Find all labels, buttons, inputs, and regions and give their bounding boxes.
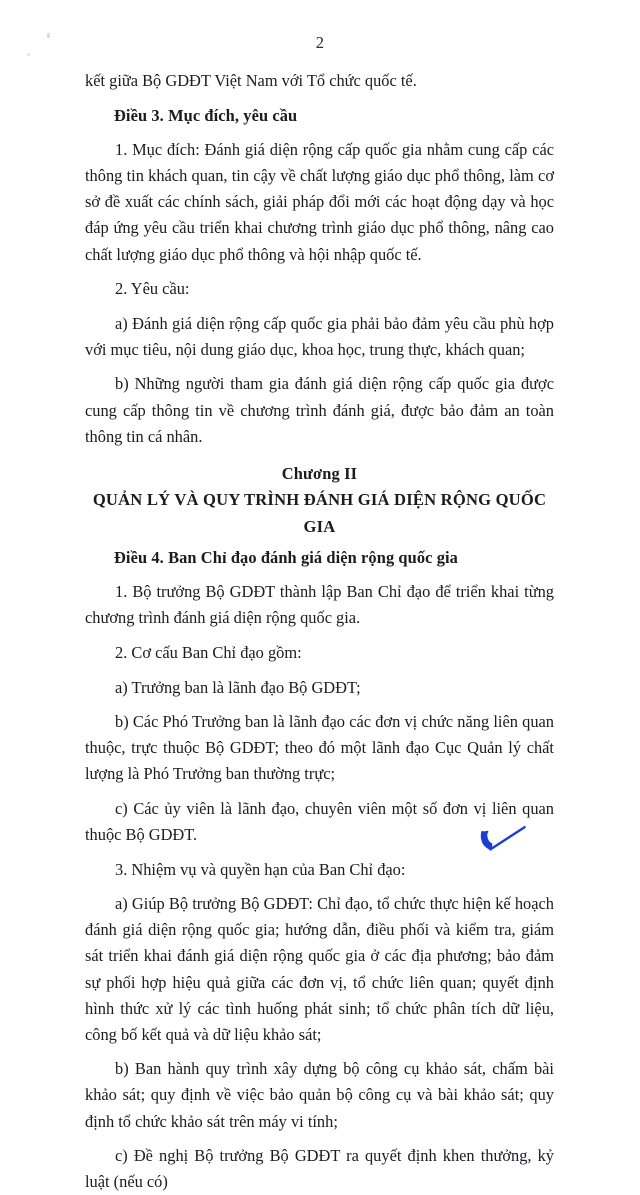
paragraph-co-cau-2: 2. Cơ cấu Ban Chỉ đạo gồm: <box>115 643 302 662</box>
paragraph-nhiem-vu-3: 3. Nhiệm vụ và quyền hạn của Ban Chỉ đạo: <box>115 859 406 879</box>
paragraph-yeu-cau-a: a) Đánh giá diện rộng cấp quốc gia phải bảo đảm yêu cầu phù hợp với mục tiêu, nội dung giáo dục, khoa học, trung thực, khách quan; <box>85 313 554 359</box>
section-heading-dieu-4: Điều 4. Ban Chỉ đạo đánh giá diện rộng quốc gia <box>114 547 458 567</box>
paragraph-co-cau-a: a) Trưởng ban là lãnh đạo Bộ GDĐT; <box>115 677 361 697</box>
paragraph-nhiem-vu-c: c) Đề nghị Bộ trưởng Bộ GDĐT ra quyết định khen thưởng, kỷ luật (nếu có) <box>85 1146 554 1192</box>
section-heading-dieu-3: Điều 3. Mục đích, yêu cầu <box>114 105 298 125</box>
document-body <box>85 68 554 1195</box>
paragraph-continuation: kết giữa Bộ GDĐT Việt Nam với Tổ chức quốc tế. <box>85 71 417 90</box>
paragraph-yeu-cau-b: b) Những người tham gia đánh giá diện rộng cấp quốc gia được cung cấp thông tin về chương trình đánh giá, được bảo đảm an toàn thông tin cá nhân. <box>85 374 554 446</box>
paragraph-co-cau-b: b) Các Phó Trưởng ban là lãnh đạo các đơn vị chức năng liên quan thuộc, trực thuộc Bộ GDĐT; theo đó một lãnh đạo Cục Quản lý chất lượng là Phó Trưởng ban thường trực; <box>85 712 554 784</box>
chapter-label: Chương II <box>281 463 358 483</box>
scan-artifact-speck <box>27 53 30 56</box>
page-number: 2 <box>315 33 325 52</box>
paragraph-ban-chi-dao-1: 1. Bộ trưởng Bộ GDĐT thành lập Ban Chỉ đạo để triển khai từng chương trình đánh giá diện rộng quốc gia. <box>85 582 554 628</box>
paragraph-co-cau-c: c) Các ủy viên là lãnh đạo, chuyên viên một số đơn vị liên quan thuộc Bộ GDĐT. <box>85 798 554 845</box>
paragraph-muc-dich: 1. Mục đích: Đánh giá diện rộng cấp quốc gia nhằm cung cấp các thông tin khách quan, tin cậy về chất lượng giáo dục phổ thông, làm cơ sở đề xuất các chính sách, giải pháp đổi mới các hoạt động dạy và học đáp ứng yêu cầu triển khai chương trình giáo dục phổ thông, nâng cao chất lượng giáo dục phổ thông và hội nhập quốc tế. <box>85 140 554 264</box>
paragraph-nhiem-vu-b: b) Ban hành quy trình xây dựng bộ công cụ khảo sát, chấm bài khảo sát; quy định về việc bảo quản bộ công cụ và bài khảo sát; quy định tổ chức khảo sát trên máy vi tính; <box>85 1059 554 1131</box>
paragraph-nhiem-vu-a: a) Giúp Bộ trưởng Bộ GDĐT: Chỉ đạo, tổ chức thực hiện kế hoạch đánh giá diện rộng quốc gia; hướng dẫn, điều phối và kiểm tra, giám sát triển khai đánh giá diện rộng quốc gia ở các địa phương; bảo đảm sự phối hợp hiệu quả giữa các đơn vị, tổ chức liên quan; quyết định hình thức xử lý các tình huống phát sinh; tổ chức phân tích dữ liệu, công bố kết quả và dữ liệu khảo sát; <box>85 894 554 1044</box>
paragraph-yeu-cau: 2. Yêu cầu: <box>115 279 190 299</box>
chapter-title: QUẢN LÝ VÀ QUY TRÌNH ĐÁNH GIÁ DIỆN RỘNG QUỐC GIA <box>92 489 547 536</box>
